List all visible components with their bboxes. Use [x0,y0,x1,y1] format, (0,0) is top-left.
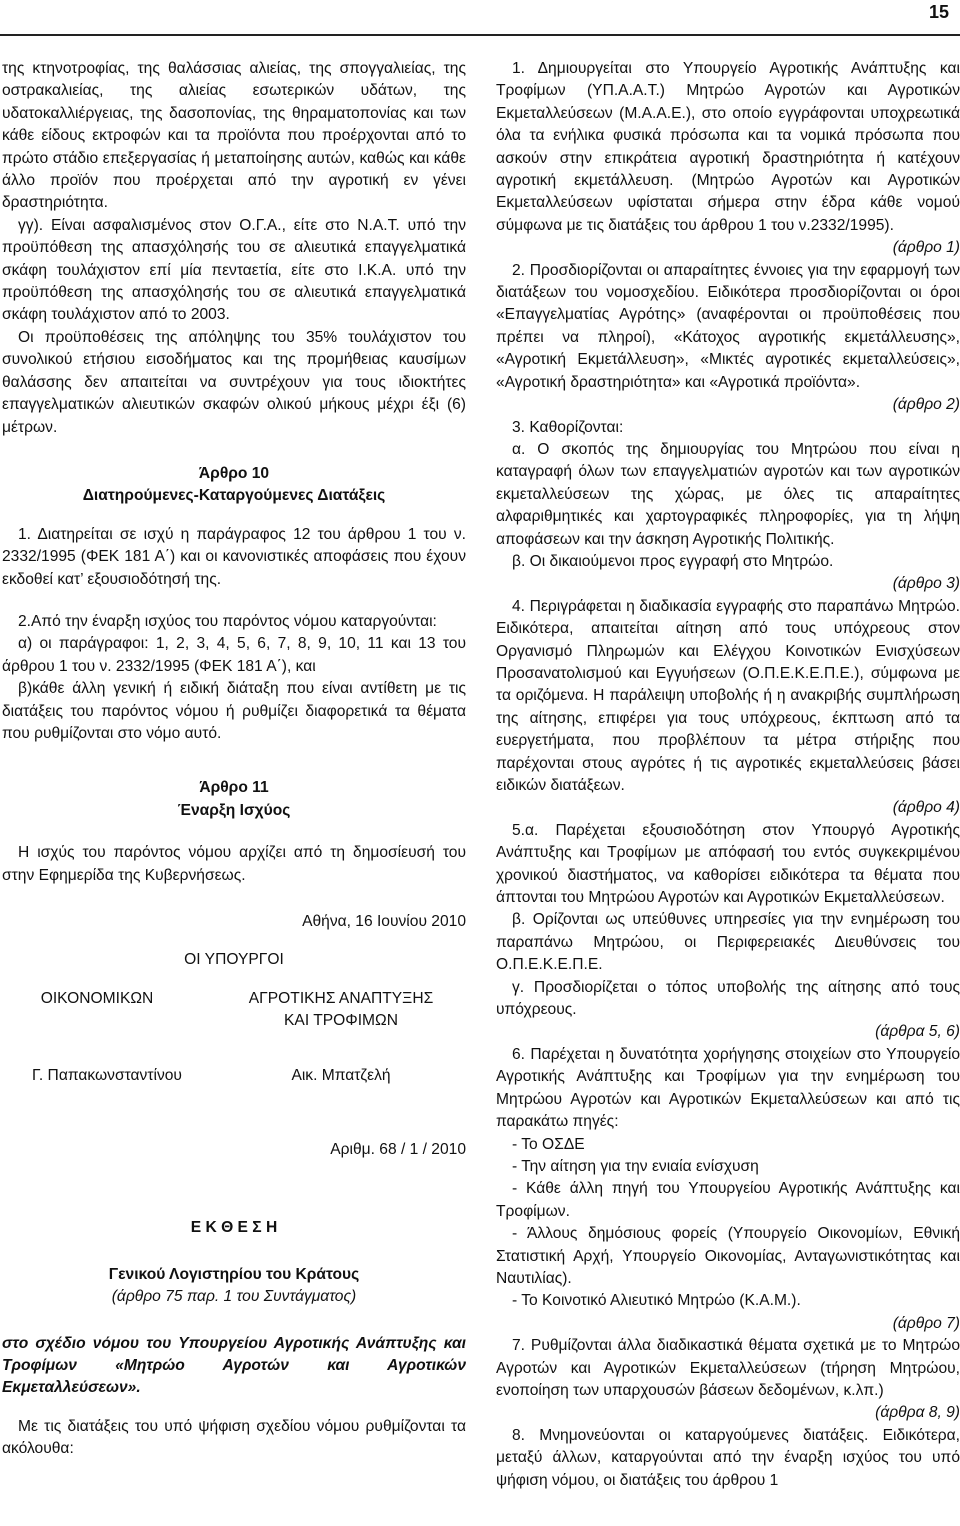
item-4 [496,596,960,820]
left-column [2,58,466,1461]
article-10-paragraph-3: α) οι παράγραφοι: 1, 2, 3, 4, 5, 6, 7, 8, 9, 10, 11 και 13 του άρθρου 1 του ν. 2332/1995 (ΦΕΚ 181 Α΄), και [2,635,466,675]
left-paragraph-2: γγ). Είναι ασφαλισμένος στον Ο.Γ.Α., είτε στο Ν.Α.Τ. υπό την προϋπόθεση της απασχόλησής του σε αλιευτικά επαγγελματικά σκάφη τουλάχιστον επί μία πενταετία, είτε στο Ι.Κ.Α. υπό την προϋπόθεση της απασχόλησής του σε αλιευτικά επαγγελματικά σκάφη τουλάχιστον από το 2003. [2,216,466,324]
item-2-article-ref: (άρθρο 2) [892,396,960,414]
report-bill-description: στο σχέδιο νόμου του Υπουργείου Αγροτικής Ανάπτυξης και Τροφίμων «Μητρώο Αγροτών και Αγροτικών Εκμεταλλεύσεων». [2,1334,466,1397]
article-11-paragraph: Η ισχύς του παρόντος νόμου αρχίζει από τη δημοσίευσή του στην Εφημερίδα της Κυβερνήσεως. [2,844,466,884]
ministry-finance: ΟΙΚΟΝΟΜΙΚΩΝ [40,989,154,1007]
item-6-source-single-payment: - Την αίτηση για την ενιαία ενίσχυση [512,1157,759,1175]
item-5c-text: γ. Προσδιορίζεται ο τόπος υποβολής της αίτησης από τους υπόχρεους. [496,978,960,1019]
ministries-row [2,988,466,1033]
item-8-text: 8. Μνημονεύονται οι καταργούμενες διατάξεις. Ειδικότερα, μεταξύ άλλων, καταργούνται από την έναρξη ισχύος του υπό ψήφιση νόμου, οι διατάξεις του άρθρου 1 [496,1426,960,1489]
article-10-subtitle: Διατηρούμενες-Καταργούμενες Διατάξεις [82,487,386,505]
report-constitution-ref: (άρθρο 75 παρ. 1 του Συντάγματος) [111,1288,357,1306]
report-title: Ε Κ Θ Ε Σ Η [190,1219,278,1237]
signer-finance: Γ. Παπακωνσταντίνου [32,1066,182,1084]
report-reference-number: Αριθμ. 68 / 1 / 2010 [330,1141,466,1159]
item-7-text: 7. Ρυθμίζονται άλλα διαδικαστικά θέματα σχετικά με το Μητρώο Αγροτών και Αγροτικών Εκμεταλλεύσεων (τήρηση Μητρώου, ενοποίηση των υπαρχουσών βάσεων δεδομένων, κ.λπ.) [496,1337,960,1399]
article-11-subtitle: Έναρξη Ισχύος [177,801,291,819]
report-intro-paragraph: Με τις διατάξεις του υπό ψήφιση σχεδίου νόμου ρυθμίζονται τα ακόλουθα: [2,1417,466,1458]
item-7 [496,1335,960,1425]
page-number: 15 [928,2,950,22]
item-3-article-ref: (άρθρο 3) [892,575,960,593]
ministry-agriculture [216,988,466,1033]
article-11-title: Άρθρο 11 [199,779,269,797]
article-10-title: Άρθρο 10 [198,464,270,482]
item-3a-text: α. Ο σκοπός της δημιουργίας του Μητρώου που είναι η καταγραφή όλων των επαγγελματιών αγροτών και των αγροτικών εκμεταλλεύσεων της χώρας, με όλες τις απαραίτητες αλφαριθμητικές και χαρτογραφικές πληροφορίες, για τη λήψη αποφάσεων και την άσκηση Αγροτικής Πολιτικής. [496,440,960,548]
article-10-paragraph-1: 1. Διατηρείται σε ισχύ η παράγραφος 12 του άρθρου 1 του ν. 2332/1995 (ΦΕΚ 181 Α΄) και οι κανονιστικές αποφάσεις που έχουν εκδοθεί κατ’ εξουσιοδότησή της. [2,525,466,588]
signature-date: Αθήνα, 16 Ιουνίου 2010 [302,913,466,930]
ministry-agriculture-line-2: ΚΑΙ ΤΡΟΦΙΜΩΝ [284,1012,398,1030]
item-2-text: 2. Προσδιορίζονται οι απαραίτητες έννοιες για την εφαρμογή των διατάξεων του νομοσχεδίου. Ειδικότερα προσδιορίζονται οι όροι «Επαγγελματίας Αγρότης» (αναφέρονται οι προϋποθέσεις που πρέπει να πληροί), «Κάτοχος αγροτικής εκμετάλλευσης», «Αγροτική Εκμετάλλευση», «Μικτές αγροτικές εκμεταλλεύσεις», «Αγροτική δραστηριότητα» και «Αγροτικά προϊόντα». [496,261,960,391]
item-4-article-ref: (άρθρο 4) [892,799,960,817]
item-5c [496,977,960,1044]
article-10-paragraph-4: β)κάθε άλλη γενική ή ειδική διάταξη που είναι αντίθετη με τις διατάξεις του παρόντος νόμου ή ρυθμίζει διαφορετικά τα θέματα που ρυθμίζονται στο νόμο αυτό. [2,680,466,742]
item-3b [496,551,960,596]
item-5b-text: β. Ορίζονται ως υπεύθυνες υπηρεσίες για την ενημέρωση του παραπάνω Μητρώου, οι Περιφερειακές Διευθύνσεις του Ο.Π.Ε.Κ.Ε.Π.Ε. [496,911,960,974]
report-issuer: Γενικού Λογιστηρίου του Κράτους [108,1265,360,1283]
right-column [496,58,960,1492]
item-5-article-ref: (άρθρα 5, 6) [875,1023,960,1041]
item-6-source-fishing-register: - Το Κοινοτικό Αλιευτικό Μητρώο (Κ.Α.Μ.). [512,1292,801,1310]
item-5a-text: 5.α. Παρέχεται εξουσιοδότηση στον Υπουργό Αγροτικής Ανάπτυξης και Τροφίμων με απόφασή του εντός συγκεκριμένου χρονικού διαστήματος, να καθορίσει ειδικότερα τα θέματα που άπτονται του Μητρώου Αγροτών και Αγροτικών Εκμεταλλεύσεων. [496,821,960,907]
item-4-text: 4. Περιγράφεται η διαδικασία εγγραφής στο παραπάνω Μητρώο. Ειδικότερα, απαιτείται αίτηση από τους υπόχρεους στον Οργανισμό Πληρωμών και Ελέγχου Κοινοτικών Ενισχύσεων Προσανατολισμού και Εγγυήσεων (Ο.Π.Ε.Κ.Ε.Π.Ε.), σύμφωνα με τα οριζόμενα. Η παράλειψη υποβολής ή η ανακριβής συμπλήρωση της αίτησης, επιφέρει για τους υπόχρεους, έκπτωση από τα ευεργετήματα, που προβλέπουν τα μέτρα στήριξης που παρέχονται στους αγρότες ή τις αγροτικές εκμεταλλεύσεις βάσει ειδικών διατάξεων. [496,597,960,794]
signer-agriculture: Αικ. Μπατζελή [291,1066,391,1084]
item-1-text: 1. Δημιουργείται στο Υπουργείο Αγροτικής Ανάπτυξης και Τροφίμων (ΥΠ.Α.Α.Τ.) Μητρώο Αγροτών και Αγροτικών Εκμεταλλεύσεων (Μ.Α.Α.Ε.), στο οποίο εγγράφονται υποχρεωτικά όλα τα ενήλικα φυσικά πρόσωπα και τα νομικά πρόσωπα που ασκούν στην επικράτεια αγροτική δραστηριότητα ή κατέχουν αγροτική εκμετάλλευση. (Μητρώο Αγροτών και Αγροτικών Εκμεταλλεύσεων υφίσταται σήμερα στην έδρα κάθε νομού σύμφωνα με τις διατάξεις του άρθρου 1 του ν.2332/1995). [496,60,960,234]
item-1-article-ref: (άρθρο 1) [892,239,960,257]
item-1 [496,58,960,260]
left-paragraph-3: Οι προϋποθέσεις της απόληψης του 35% τουλάχιστον του συνολικού ετήσιου εισοδήματος και της προμήθειας καυσίμων θαλάσσης δεν απαιτείται να συντρέχουν για τους ιδιοκτήτες επαγγελματικών αλιευτικών σκαφών ολικού μήκους μέχρι έξι (6) μέτρων. [2,328,466,436]
item-6-ref-row [496,1313,960,1335]
article-10-paragraph-2: 2.Από την έναρξη ισχύος του παρόντος νόμου καταργούνται: [18,612,437,630]
item-6-text: 6. Παρέχεται η δυνατότητα χορήγησης στοιχείων στο Υπουργείο Αγροτικής Ανάπτυξης και Τροφίμων για την ενημέρωση του Μητρώου Αγροτών και Αγροτικών Εκμεταλλεύσεων και από τις παρακάτω πηγές: [496,1045,960,1131]
item-6-source-osde: - Το ΟΣΔΕ [512,1135,585,1153]
header-rule [0,34,960,36]
item-6-article-ref: (άρθρο 7) [892,1314,960,1332]
item-3b-text: β. Οι δικαιούμενοι προς εγγραφή στο Μητρώο. [512,552,834,570]
ministers-heading: ΟΙ ΥΠΟΥΡΓΟΙ [184,951,284,969]
item-3-heading: 3. Καθορίζονται: [512,418,624,436]
left-paragraph-1: της κτηνοτροφίας, της θαλάσσιας αλιείας, της σπογγαλιείας, της οστρακαλιείας, της αλιείας εσωτερικών υδάτων, της υδατοκαλλιέργειας, της δασοπονίας, της θηραματοπονίας και των κάθε είδους εκτροφών και τα προϊόντα που προέρχονται από το πρώτο στάδιο επεξεργασίας ή μεταποίησης αυτών, καθώς και κάθε άλλο προϊόν που προέρχεται από την αγροτική εν γένει δραστηριότητα. [2,60,466,212]
signers-row [2,1065,466,1087]
item-6-source-ministry: - Κάθε άλλη πηγή του Υπουργείου Αγροτικής Ανάπτυξης και Τροφίμων. [496,1180,960,1220]
item-7-article-ref: (άρθρα 8, 9) [875,1404,960,1422]
item-6-source-public-bodies: - Άλλους δημόσιους φορείς (Υπουργείο Οικονομίων, Εθνική Στατιστική Αρχή, Υπουργείο Οικονομίας, Ανταγωνιστικότητας και Ναυτιλίας). [496,1225,960,1287]
ministry-agriculture-line-1: ΑΓΡΟΤΙΚΗΣ ΑΝΑΠΤΥΞΗΣ [248,989,434,1007]
item-2 [496,260,960,417]
